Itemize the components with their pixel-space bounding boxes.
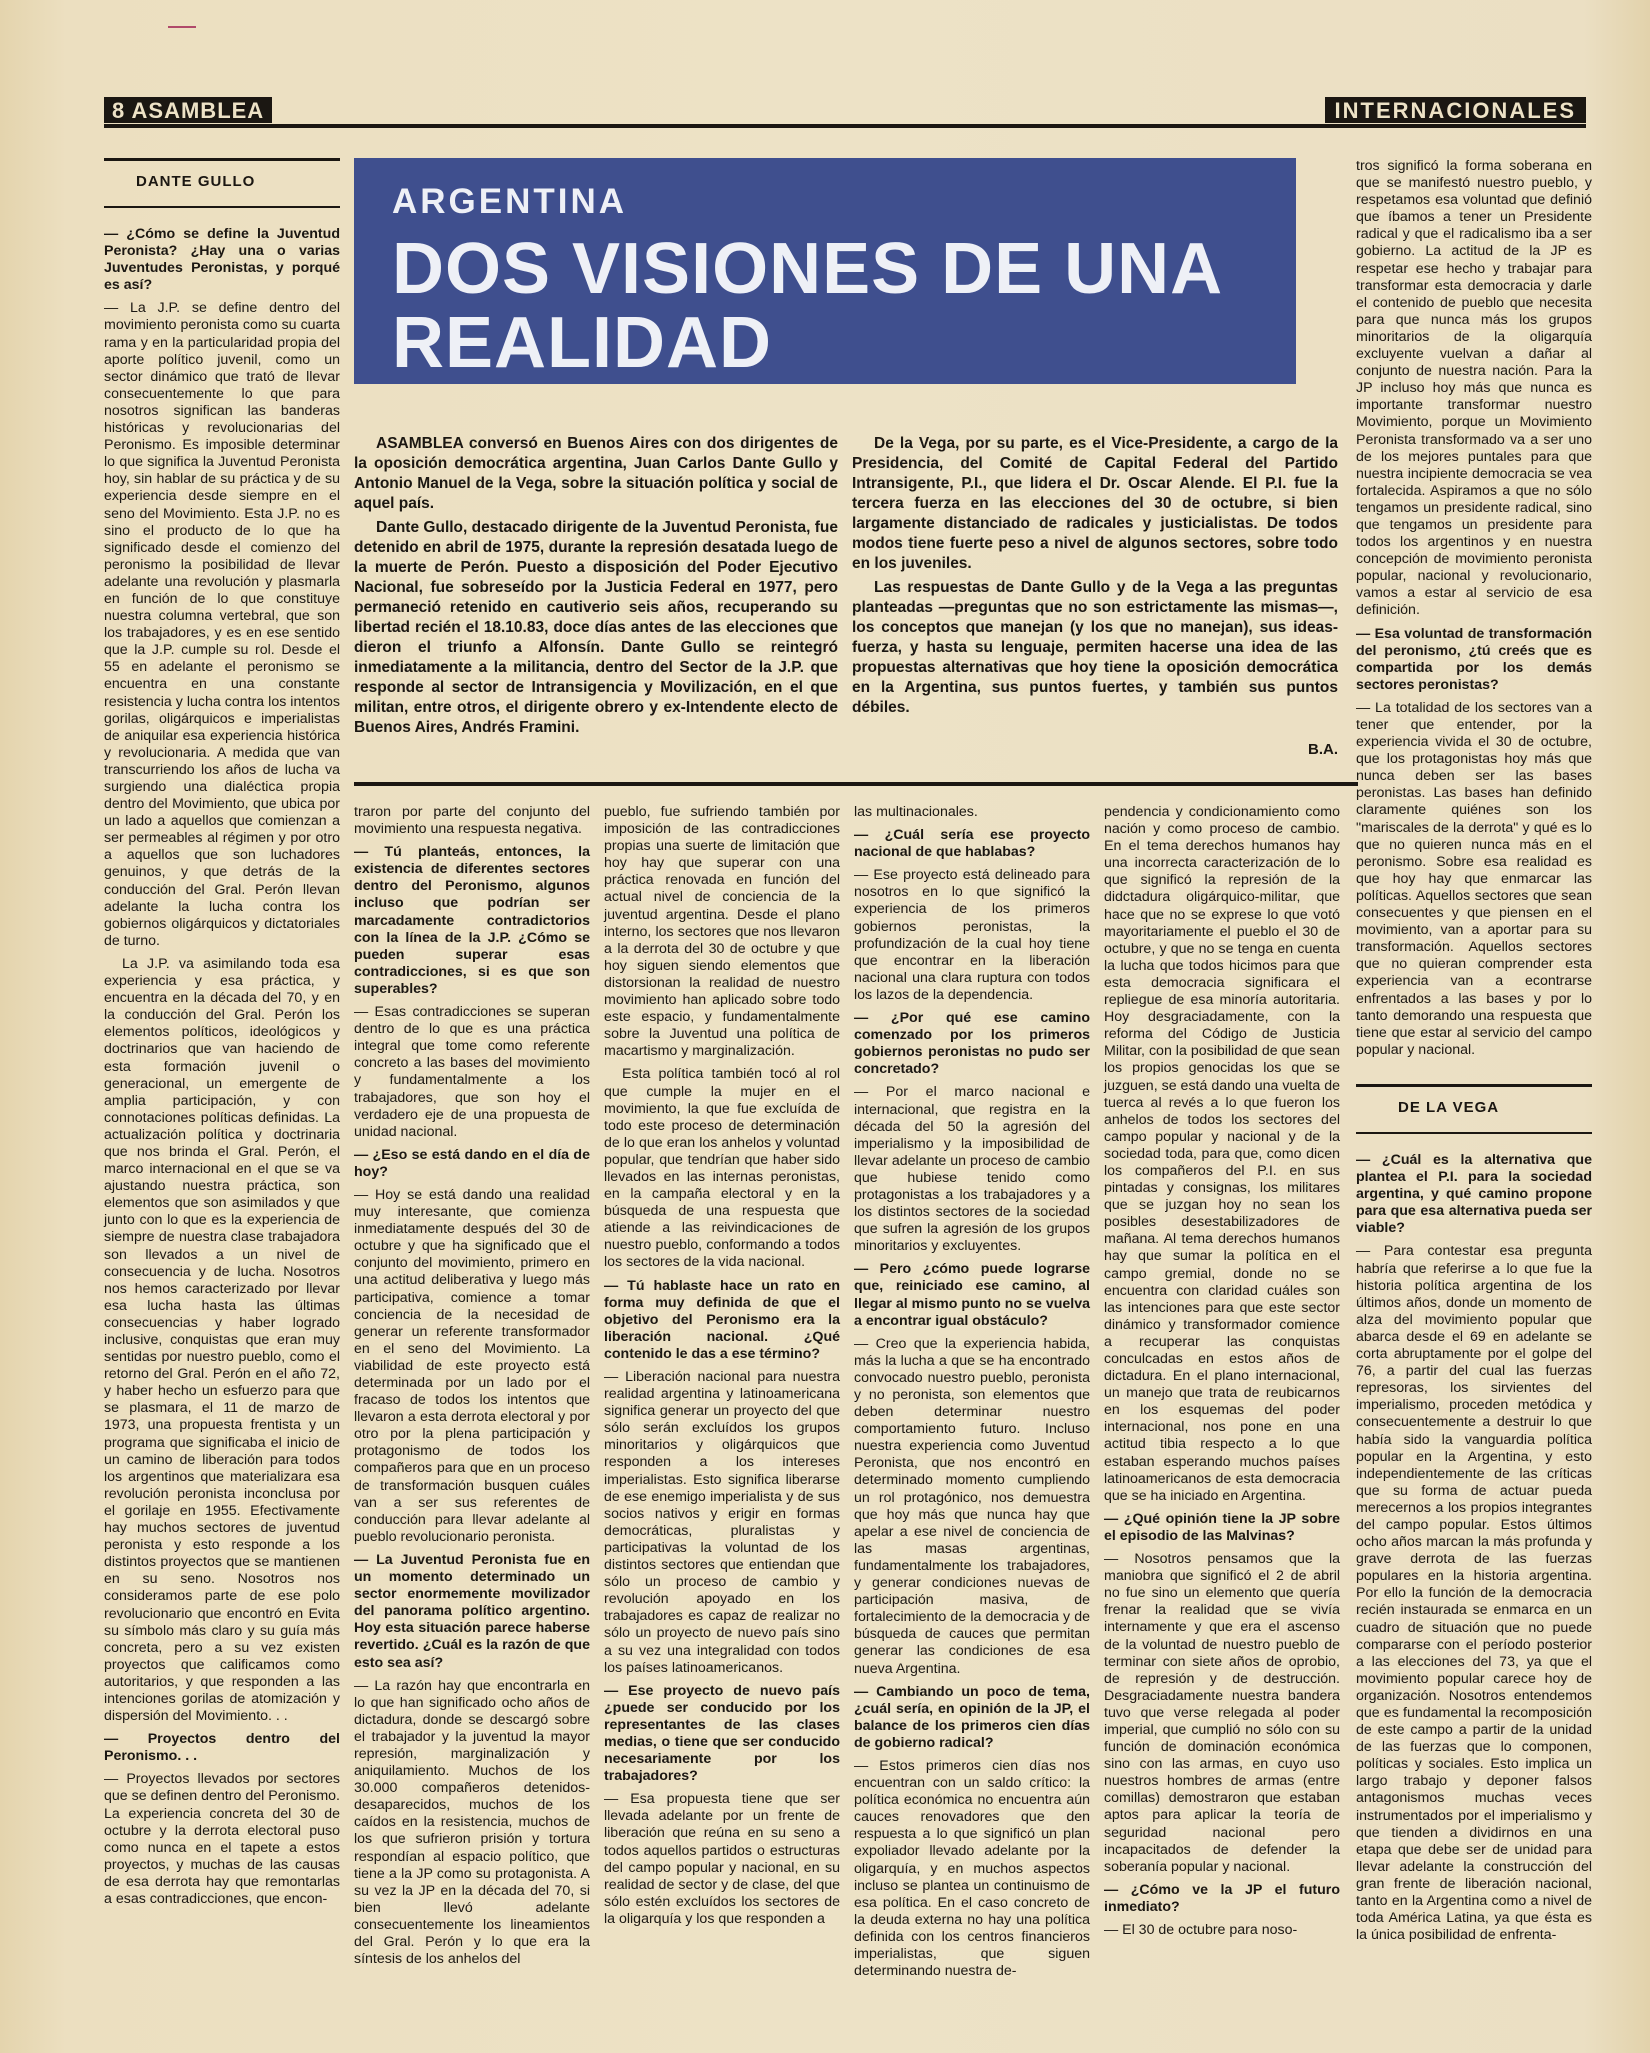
article-column-6-top [1356,158,1592,1076]
question: — La Juventud Peronista fue en un momento determinado un sector enormemente movilizador del panorama político argentino. Hoy esta situación parece haberse revertido. ¿Cuál es la razón de que esto sea así? [354,1551,590,1671]
question: — Tú planteás, entonces, la existencia de diferentes sectores dentro del Peronismo, algunos incluso que podrían ser marcadamente contradictorios con la línea de la J.P. ¿Cómo se pueden superar esas contradicciones, si es que son superables? [354,844,590,997]
article-column-2 [354,804,590,1968]
paragraph: Esta política también tocó al rol que cumple la mujer en el movimiento, la que fue excluída de todo este proceso de determinación de lo que eran los anhelos y voluntad popular, que tendrían que haber sido llevados en las internas peronistas, en la campaña electoral y en la búsqueda de una respuesta que atiende a las reivindicaciones de nuestro pueblo, conformando a todos los sectores de la vida nacional. [604,1066,840,1271]
page-header [104,99,1586,128]
article-column-1 [104,226,340,1907]
intro-paragraph: De la Vega, por su parte, es el Vice-Presidente, a cargo de la Presidencia, del Comité de Capital Federal del Partido Intransigente, P.I., que lidera el Dr. Oscar Alende. El P.I. fue la tercera fuerza en las elecciones del 30 de octubre, si bien largamente distanciado de radicales y justicialistas. De todos modos tiene fuerte peso a nivel de algunos sectores, sobre todo en los juveniles. [852,435,1338,572]
byline-rule [104,206,340,208]
article-column-3 [604,804,840,1964]
byline-delavega-text: DE LA VEGA [1398,1099,1500,1116]
kicker: ARGENTINA [392,182,628,221]
question: — Tú hablaste hace un rato en forma muy definida de que el objetivo del Peronismo era la liberación nacional. ¿Qué contenido le das a ese término? [604,1277,840,1362]
answer: — Estos primeros cien días nos encuentran con un saldo crítico: la política económica no encuentra aún cauces renovadores que den respuesta a lo que significó un plan expoliador llevado adelante por la oligarquía, y en muchos aspectos incluso se plantea un continuismo de esa política. En el caso concreto de la deuda externa no hay una política definida con los centros financieros imperialistas, que siguen determinando nuestra de- [854,1757,1090,1980]
answer: — La totalidad de los sectores van a tener que entender, por la experiencia vivida el 30 de octubre, que los protagonistas hoy más que nunca deben ser las bases peronistas. Las bases han definido claramente quiénes son los "mariscales de la derrota" y qué es lo que no quieren nunca más en el peronismo. Sobre esa realidad es que hoy hay que enmarcar las políticas. Aquellos sectores que sean consecuentes y que piensen en el movimiento, van a aportar para su transformación. Aquellos sectores que no quieran comprender esta experiencia van a econtrarse enfrentados a las bases y por lo tanto demorando una respuesta que tiene que estar al servicio del campo popular y nacional. [1356,699,1592,1058]
question: — Proyectos dentro del Peronismo. . . [104,1731,340,1765]
answer: — Por el marco nacional e internacional, que registra en la década del 50 la agresión del imperialismo y la imposibilidad de llevar adelante un proceso de cambio que hubiese tenido como protagonistas a los trabajadores y a los distintos sectores de la sociedad que sufren la agresión de los grupos minoritarios y excluyentes. [854,1084,1090,1255]
question: — ¿Cuál sería ese proyecto nacional de que hablabas? [854,827,1090,861]
answer: — Ese proyecto está delineado para nosotros en lo que significó la experiencia de los primeros gobiernos peronistas, la profundización de la cual hoy tiene que encontrar en la liberación nacional una clara ruptura con todos los lazos de la dependencia. [854,867,1090,1003]
byline-rule [1356,1132,1592,1134]
intro-divider [354,782,1358,786]
article-column-4 [854,804,1090,1980]
answer: — La razón hay que encontrarla en lo que han significado ocho años de dictadura, donde se descargó sobre el trabajador y la juventud la mayor represión, marginalización y aniquilamiento. Muchos de los 30.000 compañeros detenidos-desaparecidos, muchos de los caídos en la resistencia, muchos de los que sufrieron prisión y tortura respondían al espacio político, que tiene a la JP como su protagonista. A su vez la JP en la década del 70, si bien llevó adelante consecuentemente los lineamientos del Gral. Perón y lo que era la síntesis de los anhelos del [354,1677,590,1968]
intro-paragraph: ASAMBLEA conversó en Buenos Aires con dos dirigentes de la oposición democrática argentina, Juan Carlos Dante Gullo y Antonio Manuel de la Vega, sobre la situación política y social de aquel país. [354,435,838,512]
answer: las multinacionales. [854,804,978,820]
intro-paragraph: Las respuestas de Dante Gullo y de la Vega a las preguntas planteadas —preguntas que no son estrictamente las mismas—, los conceptos que manejan (y los que no manejan), sus ideas-fuerza, y hasta su lenguaje, permiten hacerse una idea de las propuestas alternativas que hoy tiene la oposición democrática en la Argentina, sus puntos fuertes, y también sus puntos débiles. [852,579,1338,716]
question: — ¿Cómo se define la Juventud Peronista? ¿Hay una o varias Juventudes Peronistas, y porqué es así? [104,226,340,294]
section-label: INTERNACIONALES [1325,97,1586,123]
question: — ¿Qué opinión tiene la JP sobre el episodio de las Malvinas? [1104,1510,1340,1544]
answer: pueblo, fue sufriendo también por imposición de las contradicciones propias una suerte de limitación que hoy hay que superar con una práctica renovada en función del actual nivel de conciencia de la juventud argentina. Desde el plano interno, los sectores que nos llevaron a la derrota del 30 de octubre y que hoy siguen siendo elementos que distorsionan la realidad de nuestro movimiento han aplicado sobre todo este espacio, y fundamentalmente sobre la Juventud una política de macartismo y marginalización. [604,804,840,1060]
article-column-5 [1104,804,1340,1964]
question: — ¿Por qué ese camino comenzado por los primeros gobiernos peronistas no pudo ser concretado? [854,1010,1090,1078]
question: — Cambiando un poco de tema, ¿cuál sería, en opinión de la JP, el balance de los primeros cien días de gobierno radical? [854,1683,1090,1751]
registration-mark [168,26,196,28]
question: — Ese proyecto de nuevo país ¿puede ser conducido por los representantes de las clases medias, o tiene que ser conducido necesariamente por los trabajadores? [604,1682,840,1785]
article-column-6-bottom [1356,1152,1592,1964]
question: — ¿Cuál es la alternativa que plantea el P.I. para la sociedad argentina, y qué camino propone para que esa alternativa pueda ser viable? [1356,1152,1592,1237]
byline-gullo [104,158,340,190]
paragraph: La J.P. va asimilando toda esa experiencia y esa práctica, y encuentra en la década del 70, y en la conducción del Gral. Perón los elementos políticos, ideológicos y doctrinarios que van haciendo de esta formación juvenil o generacional, un emergente de amplia participación, y con connotaciones políticas definidas. La actualización política y doctrinaria que nos brinda el Gral. Perón, el marco internacional en el que se va ajustando nuestra práctica, son elementos que son asimilados y que junto con lo que es la experiencia de siempre de nuestra clase trabajadora son llevados a un nivel de consecuencia y de lucha. Nosotros nos hemos caracterizado por llevar esa lucha hasta las últimas consecuencias y haber logrado inclusive, conquistas que eran muy sentidas por nuestro pueblo, como el retorno del Gral. Perón en el año 72, y haber hecho un esfuerzo para que se plasmara, el 11 de marzo de 1973, una propuesta frentista y un programa que significaba el inicio de un camino de liberación para todos los argentinos que materializara esa revolución peronista inconclusa por el gorilaje en 1955. Efectivamente hay muchos sectores de juventud peronista y esto responde a los distintos proyectos que se mantienen en su seno. Nosotros nos consideramos parte de ese polo revolucionario que encontró en Evita su símbolo más claro y su guía más concreta, pero a su vez existen proyectos que calificamos como autoritarios, y que responden a las intenciones gorilas de atomización y dispersión del Movimiento. . . [104,955,340,1725]
headline-box [354,158,1296,384]
question: — ¿Cómo ve la JP el futuro inmediato? [1104,1881,1340,1915]
page-number-section: 8 ASAMBLEA [104,97,272,123]
answer: — Para contestar esa pregunta habría que referirse a lo que fue la historia política argentina de los últimos años, donde un momento de alza del movimiento popular que abarca desde el 69 en adelante se corta abruptamente por el golpe del 76, a partir del cual las fuerzas represoras, los sirvientes del imperialismo, proceden metódica y consecuentemente a destruir lo que había sido la vanguardia política popular en la Argentina, y esto independientemente de las críticas que su forma de actuar pueda merecernos a los propios integrantes del campo popular. Estos últimos ocho años marcan la más profunda y grave derrota de las fuerzas populares en la historia argentina. Por ello la función de la democracia recién instaurada se enmarca en un cuadro de situación que no puede compararse con el período posterior a las elecciones del 73, ya que el movimiento popular carece hoy de organización. Nosotros entendemos que es fundamental la recomposición de este campo a partir de la unidad de las fuerzas que lo componen, políticas y sociales. Esto implica un largo trabajo y deponer falsos antagonismos muchas veces instrumentados por el imperialismo y que tienden a dividirnos en una etapa que debe ser de unidad para llevar adelante la construcción del gran frente de liberación nacional, tanto en la Argentina como a nivel de toda América Latina, ya que ésta es la única posibilidad de enfrenta- [1356,1243,1592,1944]
answer: — Nosotros pensamos que la maniobra que significó el 2 de abril no fue sino un elemento que quería frenar la realidad que se vivía internamente y que era el ascenso de la voluntad de nuestro pueblo de terminar con siete años de oprobio, de represión y de destrucción. Desgraciadamente nuestra bandera tuvo que verse relegada al poder imperial, que cumplió no sólo con su función de dominación económica sino con las armas, en cuyo uso nuestros hombres de armas (entre comillas) demostraron que estaban aptos para aplicar la teoría de seguridad nacional pero incapacitados de defender la soberanía popular y nacional. [1104,1551,1340,1875]
answer: — Hoy se está dando una realidad muy interesante, que comienza inmediatamente después del 30 de octubre y que ha significado que el conjunto del movimiento, primero en una actitud deliberativa y luego más participativa, comience a tomar conciencia de la necesidad de generar un referente transformador en el seno del Movimiento. La viabilidad de este proyecto está determinada por un lado por el fracaso de todos los intentos que llevaron a esta derrota electoral y por otro por la plena participación y protagonismo de todos los compañeros para que en un proceso de transformación busquen cuáles van a ser sus referentes de conducción para llevar adelante al pueblo revolucionario peronista. [354,1186,590,1545]
intro-right [852,434,1338,764]
intro-signoff: B.A. [1308,741,1338,758]
answer: — Liberación nacional para nuestra realidad argentina y latinoamericana significa generar un proyecto del que sólo serán excluídos los grupos minoritarios y oligárquicos que responden a los intereses imperialistas. Esto significa liberarse de ese enemigo imperialista y de sus socios nativos y erigir en formas democráticas, pluralistas y participativas la voluntad de los distintos sectores que entiendan que sólo un proceso de cambio y revolución apoyado en los trabajadores es capaz de realizar no sólo un proyecto de nuevo país sino a su vez una integralidad con todos los países latinoamericanos. [604,1369,840,1676]
answer: — Esa propuesta tiene que ser llevada adelante por un frente de liberación que reúna en su seno a todos aquellos partidos o estructuras del campo popular y nacional, en su realidad de sector y de clase, del que sólo estén excluídos los sectores de la oligarquía y los que responden a [604,1791,840,1927]
question: — Esa voluntad de transformación del peronismo, ¿tú creés que es compartida por los demás sectores peronistas? [1356,625,1592,693]
answer: traron por parte del conjunto del movimiento una respuesta negativa. [354,804,590,838]
answer: — El 30 de octubre para noso- [1104,1922,1298,1938]
byline-delavega [1356,1084,1592,1116]
answer: — La J.P. se define dentro del movimiento peronista como su cuarta rama y en la particularidad propia del aporte político juvenil, como un sector dinámico que trató de llevar consecuentemente lo que para nosotros significan las banderas históricas y revolucionarias del Peronismo. Es imposible determinar lo que significa la Juventud Peronista hoy, sin hablar de su práctica y de su experiencia desde siempre en el seno del Movimiento. Esta J.P. no es sino el producto de lo que ha significado desde el comienzo del peronismo la posibilidad de llevar adelante una revolución y plasmarla en función de lo que constituye nuestra columna vertebral, que son los trabajadores, y es en ese sentido que la J.P. cumple su rol. Desde el 55 en adelante el peronismo se encuentra en una constante resistencia y lucha contra los intentos gorilas, oligárquicos e imperialistas de aniquilar esa experiencia histórica y revolucionaria. A medida que van transcurriendo los años de lucha va surgiendo una dialéctica propia dentro del Movimiento, que ubica por un lado a aquellos que comienzan a ser permeables al régimen y por otro a aquellos que son luchadores genuinos, y que detrás de la conducción del Gral. Perón llevan adelante la lucha contra los gobiernos oligárquicos y dictatoriales de turno. [104,300,340,949]
question: — ¿Eso se está dando en el día de hoy? [354,1146,590,1180]
answer: tros significó la forma soberana en que se manifestó nuestro pueblo, y respetamos esa voluntad que definió que íbamos a tener un Presidente radical y que el radicalismo iba a ser gobierno. La actitud de la JP es respetar ese hecho y trabajar para transformar esta democracia y darle el contenido de pueblo que necesita para que nunca más los grupos minoritarios de la oligarquía excluyente vuelvan a dañar al conjunto de nuestra nación. Para la JP incluso hoy más que nunca es importante transformar nuestro Movimiento, porque un Movimiento Peronista transformado va a ser uno de los mejores puntales para que nuestra incipiente democracia se vea fortalecida. Aspiramos a que no sólo tengamos un presidente radical, sino que tengamos un presidente para todos los argentinos y en nuestra concepción de movimiento peronista popular, nacional y revolucionario, vamos a estar al servicio de esa definición. [1356,158,1592,619]
answer: — Proyectos llevados por sectores que se definen dentro del Peronismo. La experiencia concreta del 30 de octubre y la derrota electoral puso como nunca en el tapete a estos proyectos, y muchas de las causas de esa derrota hay que remontarlas a esas contradicciones, que encon- [104,1771,340,1907]
answer: pendencia y condicionamiento como nación y como proceso de cambio. En el tema derechos humanos hay una incorrecta caracterización de lo que significó la represión de la didctadura oligárquico-militar, que hace que no se exprese lo que votó mayoritariamente el pueblo el 30 de octubre, y que no se tenga en cuenta la lucha que todos hicimos para que esta democracia significara el repliegue de esa minoría autoritaria. Hoy desgraciadamente, con la reforma del Código de Justicia Militar, con la posibilidad de que sean los propios genocidas los que se juzguen, se está dando una vuelta de tuerca al revés a lo que fueron los anhelos de todos los sectores del campo popular y nacional y de la sociedad toda, para que, como dicen los compañeros del P.I. en sus pintadas y consignas, los militares que se juzgan hoy no sean los posibles desestabilizadores de mañana. Al tema derechos humanos hay que sumar la política en el campo gremial, donde no se encuentra con claridad cuáles son las intenciones para que este sector dinámico y transformador comience a recuperar las conquistas conculcadas en estos años de dictadura. En el plano internacional, un manejo que trata de reubicarnos en los esquemas del poder internacional, nos pone en una actitud tibia respecto a lo que estaban esperando muchos países latinoamericanos de esta democracia que se ha iniciado en Argentina. [1104,804,1340,1504]
byline-gullo-text: DANTE GULLO [136,173,256,190]
answer: — Esas contradicciones se superan dentro de lo que es una práctica integral que tome como referente concreto a las bases del movimiento y fundamentalmente a los trabajadores, que son hoy el verdadero eje de una propuesta de unidad nacional. [354,1004,590,1140]
answer: — Creo que la experiencia habida, más la lucha a que se ha encontrado convocado nuestro pueblo, peronista y no peronista, son elementos que deben determinar nuestro comportamiento futuro. Incluso nuestra experiencia como Juventud Peronista, que nos encontró en determinado momento cumpliendo un rol protagónico, nos demuestra que hoy más que nunca hay que apelar a ese nivel de conciencia de las masas argentinas, fundamentalmente los trabajadores, y generar condiciones nuevas de participación masiva, de fortalecimiento de la democracia y de búsqueda de cauces que permitan generar las condiciones de esa nueva Argentina. [854,1335,1090,1677]
intro-left [354,434,838,742]
intro-paragraph: Dante Gullo, destacado dirigente de la Juventud Peronista, fue detenido en abril de 1975, durante la represión desatada luego de la muerte de Perón. Puesto a disposición del Poder Ejecutivo Nacional, fue sobreseído por la Justicia Federal en 1977, pero permaneció retenido en cautiverio seis años, recuperando su libertad recién el 18.10.83, doce días antes de las elecciones que dieron el triunfo a Alfonsín. Dante Gullo se reintegró inmediatamente a la militancia, dentro del Sector de la J.P. que responde al sector de Intransigencia y Movilización, en el que militan, entre otros, el dirigente obrero y ex-Intendente electo de Buenos Aires, Andrés Framini. [354,519,838,736]
headline: DOS VISIONES DE UNA REALIDAD [392,229,1221,383]
question: — Pero ¿cómo puede lograrse que, reiniciado ese camino, al llegar al mismo punto no se vuelva a encontrar igual obstáculo? [854,1261,1090,1329]
